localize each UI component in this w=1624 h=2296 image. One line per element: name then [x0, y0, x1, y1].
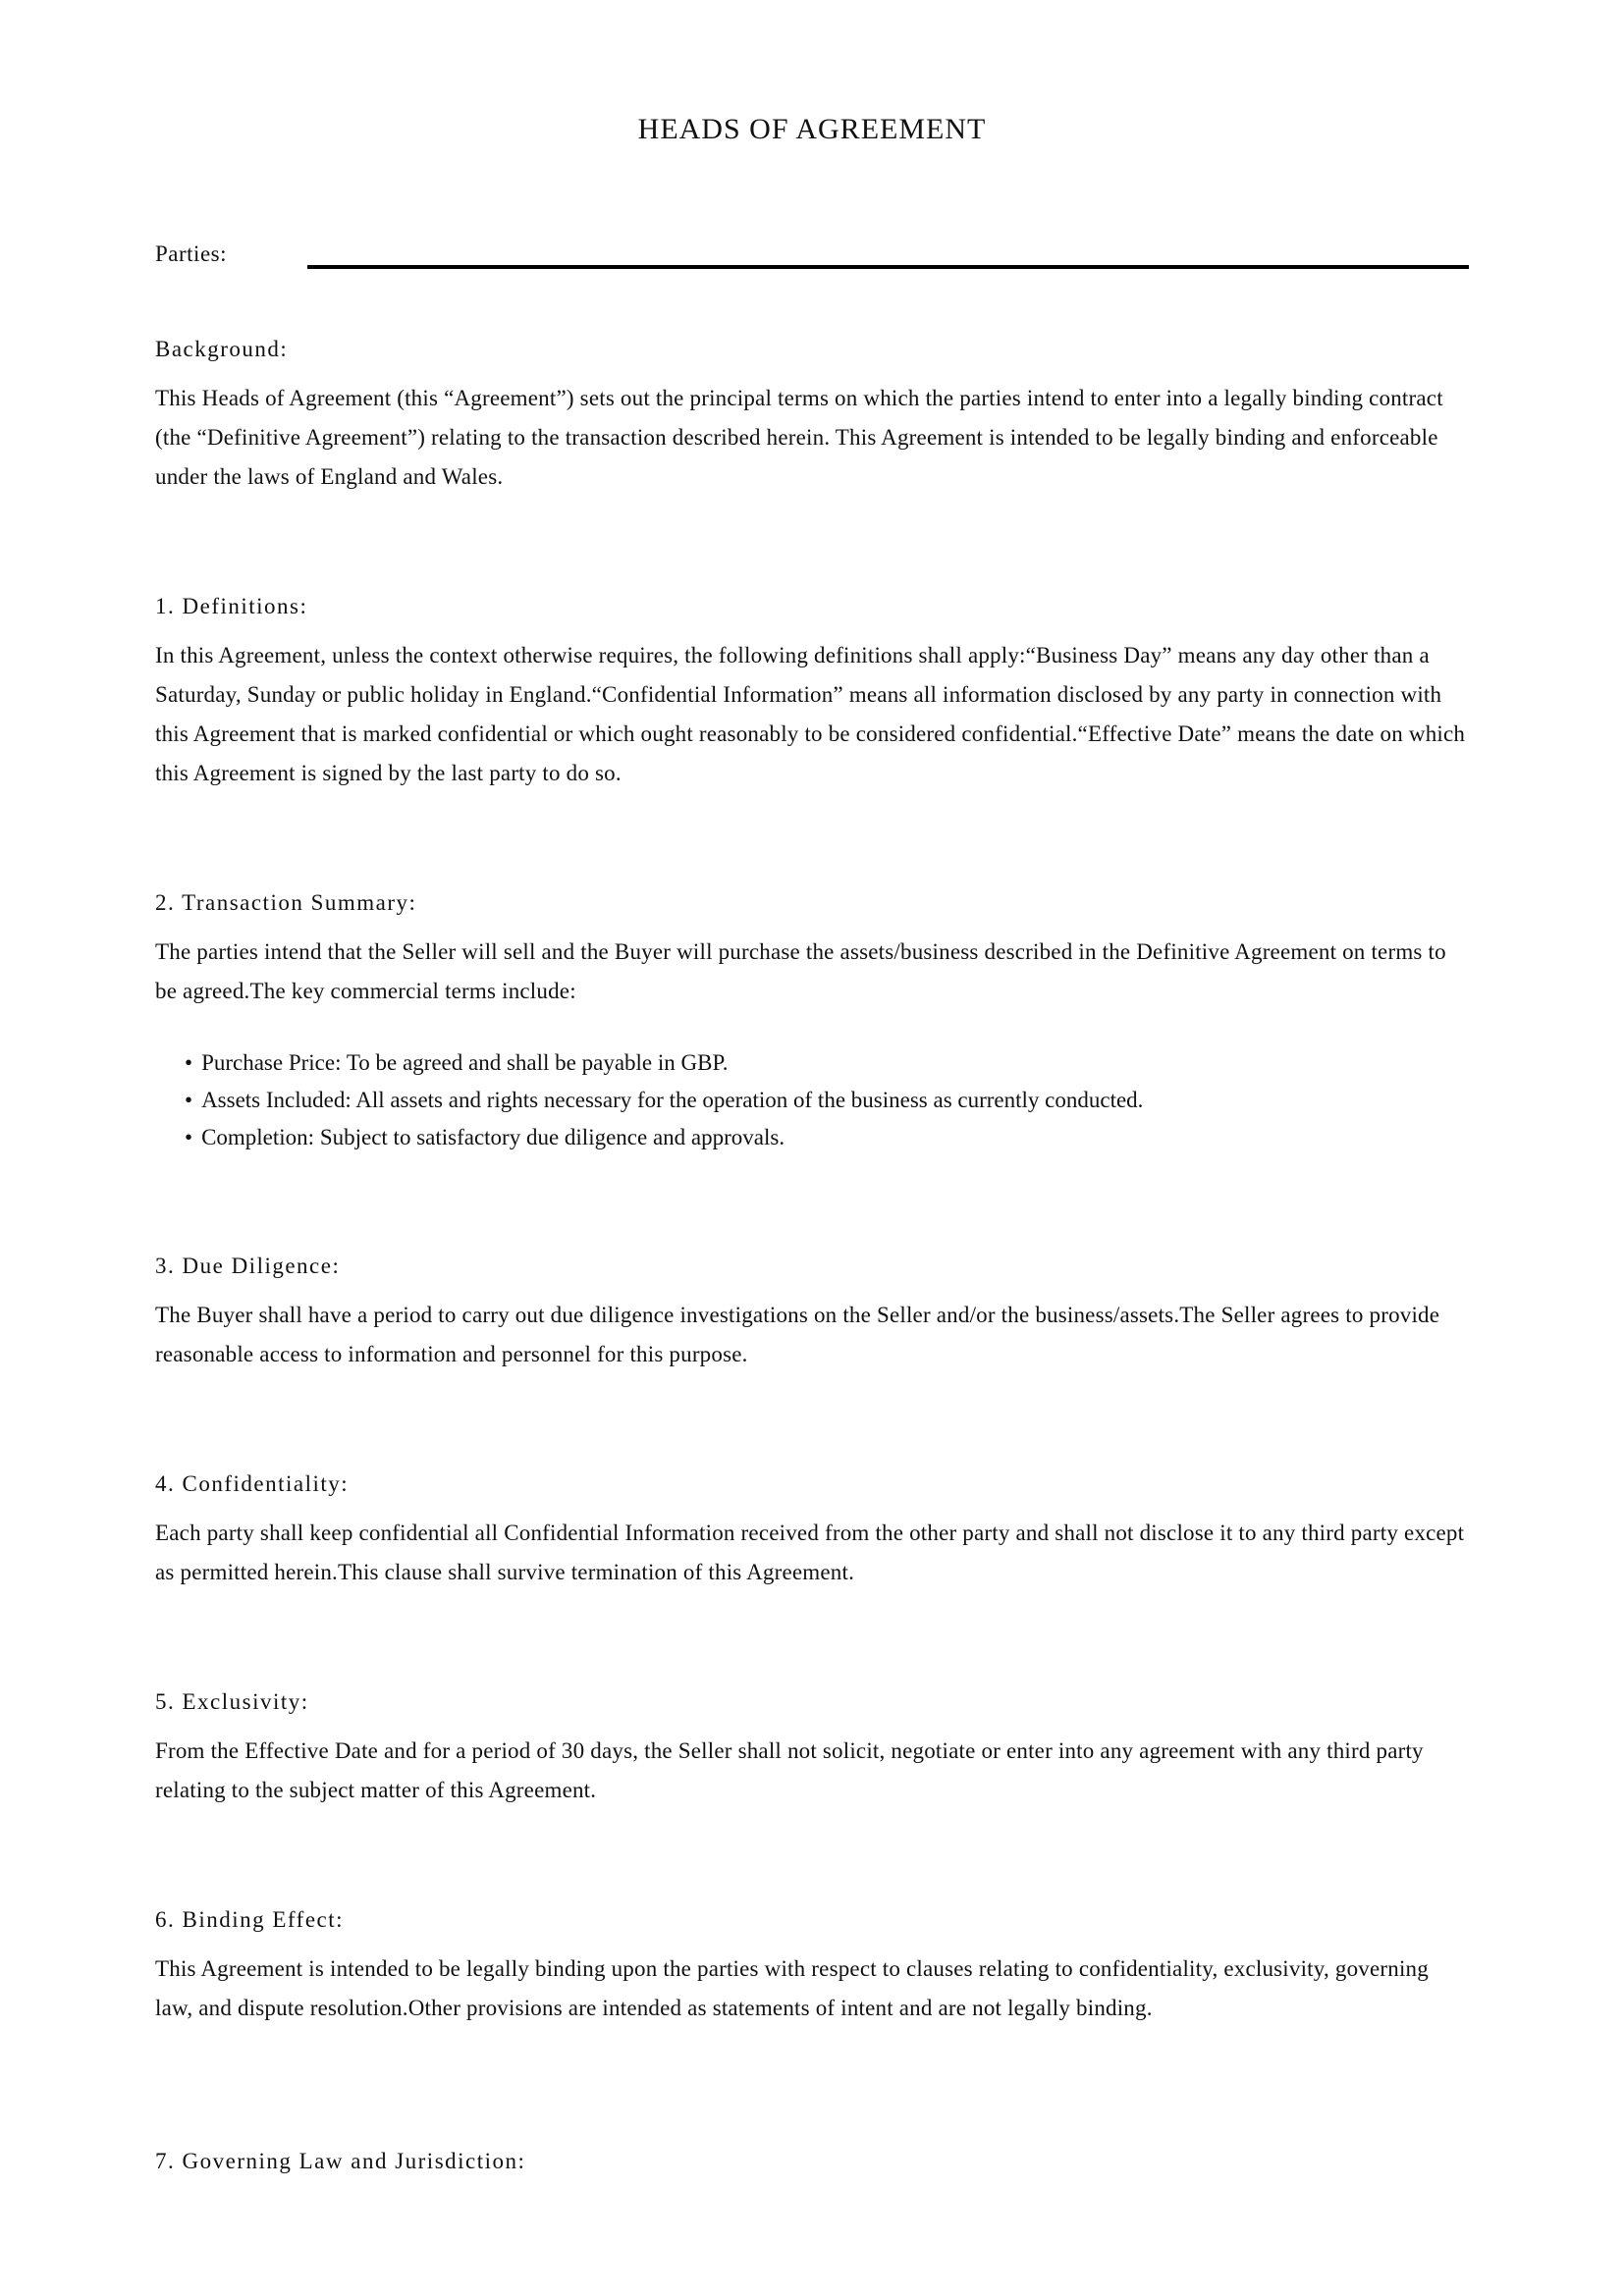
section-exclusivity	[155, 1686, 1469, 1810]
key-terms-list	[185, 1044, 1469, 1156]
parties-label: Parties:	[155, 241, 227, 266]
section-background-body: This Heads of Agreement (this “Agreement”) sets out the principal terms on which the parties intend to enter into a legally binding contract (the “Definitive Agreement”) relating to the transaction described herein. This Agreement is intended to be legally binding and enforceable under the laws of England and Wales.	[155, 386, 1443, 489]
list-item-completion: • Completion: Subject to satisfactory due diligence and approvals.	[185, 1119, 1469, 1156]
section-background-heading: Background:	[155, 337, 289, 361]
parties-row	[155, 234, 1469, 269]
section-transaction-summary-heading: 2. Transaction Summary:	[155, 890, 417, 915]
section-definitions	[155, 591, 1469, 793]
section-binding-effect	[155, 1904, 1469, 2028]
list-item-purchase-price: • Purchase Price: To be agreed and shall be payable in GBP.	[185, 1044, 1469, 1082]
section-due-diligence-heading: 3. Due Diligence:	[155, 1254, 341, 1278]
section-confidentiality-body: Each party shall keep confidential all Confidential Information received from the other party and shall not disclose it to any third party except as permitted herein.This clause shall survive termination of this Agreement.	[155, 1521, 1465, 1584]
section-exclusivity-heading: 5. Exclusivity:	[155, 1689, 309, 1714]
parties-blank-line	[307, 240, 1469, 269]
section-binding-effect-heading: 6. Binding Effect:	[155, 1907, 345, 1932]
section-governing-law-heading: 7. Governing Law and Jurisdiction:	[155, 2149, 526, 2173]
document-title: HEADS OF AGREEMENT	[637, 113, 987, 145]
section-governing-law	[155, 2146, 1469, 2177]
section-definitions-body: In this Agreement, unless the context otherwise requires, the following definitions shall apply:“Business Day” means any day other than a Saturday, Sunday or public holiday in England.“Confidential Information” means all information disclosed by any party in connection with this Agreement that is marked confidential or which ought reasonably to be considered confidential.“Effective Date” means the date on which this Agreement is signed by the last party to do so.	[155, 643, 1466, 785]
section-binding-effect-body: This Agreement is intended to be legally binding upon the parties with respect to clauses relating to confidentiality, exclusivity, governing law, and dispute resolution.Other provisions are intended as statements of intent and are not legally binding.	[155, 1956, 1429, 2020]
section-confidentiality-heading: 4. Confidentiality:	[155, 1471, 350, 1496]
section-transaction-summary	[155, 887, 1469, 1156]
section-transaction-summary-body: The parties intend that the Seller will sell and the Buyer will purchase the assets/business described in the Definitive Agreement on terms to be agreed.The key commercial terms include:	[155, 939, 1446, 1003]
section-confidentiality	[155, 1468, 1469, 1592]
section-due-diligence	[155, 1251, 1469, 1374]
section-definitions-heading: 1. Definitions:	[155, 594, 308, 618]
list-item-assets-included: • Assets Included: All assets and rights necessary for the operation of the business as currently conducted.	[185, 1082, 1469, 1119]
section-exclusivity-body: From the Effective Date and for a period of 30 days, the Seller shall not solicit, negotiate or enter into any agreement with any third party relating to the subject matter of this Agreement.	[155, 1738, 1424, 1802]
section-due-diligence-body: The Buyer shall have a period to carry out due diligence investigations on the Seller and/or the business/assets.The Seller agrees to provide reasonable access to information and personnel for this purpose.	[155, 1303, 1440, 1366]
section-background	[155, 334, 1469, 497]
